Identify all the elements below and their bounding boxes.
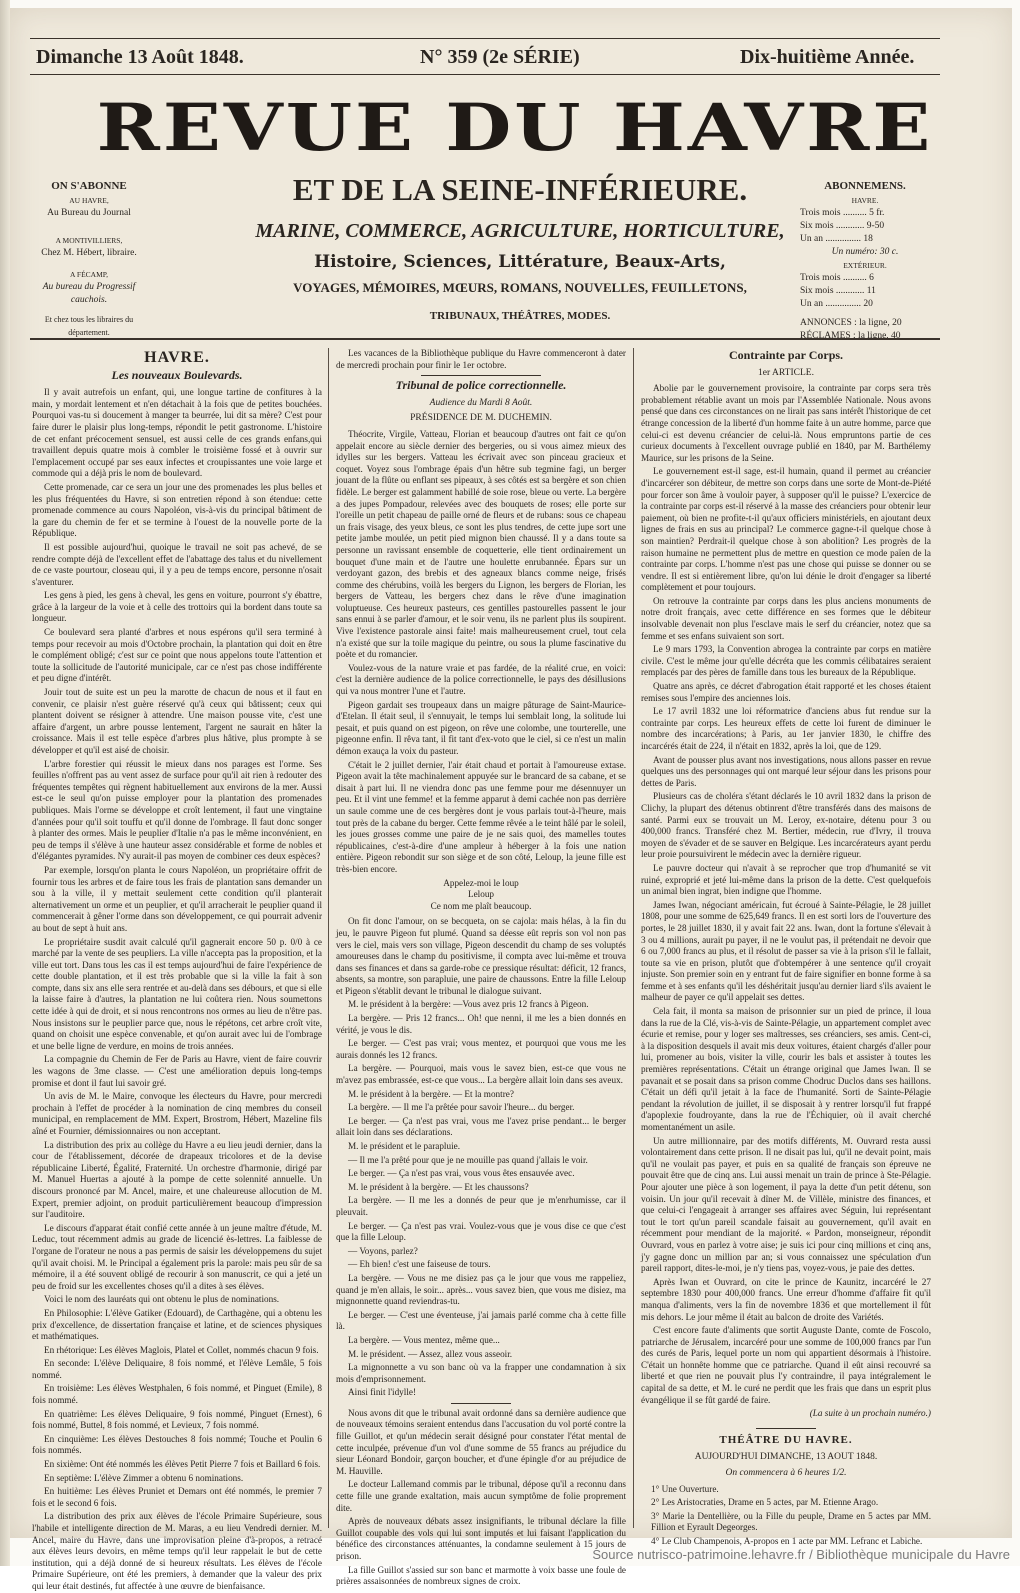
- article-paragraph: Après de nouveaux débats assez insignifiants, le tribunal déclare la fille Guillot coupable des vols qui lui sont imputés et lui faisant l'application du bénéfice des circonstances atténuantes, la condamne seulement à 15 jours de prison.: [336, 1516, 626, 1561]
- article-paragraph: En septième: L'élève Zimmer a obtenu 6 nominations.: [44, 1472, 244, 1483]
- verse-line: Ce nom me plaît beaucoup.: [430, 900, 532, 911]
- dialogue-line: M. le président. — Assez, allez vous asseoir.: [348, 1348, 513, 1359]
- column-contrainte: [641, 348, 931, 1546]
- theatre-date: AUJOURD'HUI DIMANCHE, 13 AOUT 1848.: [694, 1452, 878, 1463]
- dialogue-line: La bergère. — Il me les a donnés de peur que je m'enrhumisse, car il pleuvait.: [336, 1195, 626, 1217]
- article-paragraph: Cela fait, il monta sa maison de prisonnier sur un pied de prince, il loua dans la rue de la Clé, vis-à-vis de Sainte-Pélagie, un appartement complet avec écurie et remise, pour y loger ses maîtresses, ses créanciers, ses amis. Cent-ci, à la disposition desquels il avait mis deux voitures, étaient chargés d'aller pour lui, promener au bois, visiter la ville, courir les bals et assister à toutes les premières représentations. C'était un étrange original que James Iwan. Il se pavanait et se posait dans sa prison comme Chodruc Duclos dans ses haillons. C'était un défi qu'il jetait à la face de l'humanité. Sorti de Sainte-Pélagie pendant la révolution de juillet, il se disposait à y rentrer lorsqu'il fut frappé d'apoplexie foudroyante, dans la rue de l'Échiquier, où il avait cherché momentanément un asile.: [641, 1006, 931, 1132]
- subscribe-line-7: Et chez tous les libraires du département.: [44, 315, 134, 337]
- article-paragraph: Il est possible aujourd'hui, quoique le travail ne soit pas achevé, de se rendre compte déjà de l'excellent effet de l'abattage des talus et du nivellement de ce vaste pourtour, closeau qui, il y a peu de temps encore, personne n'osait s'aventurer.: [32, 541, 322, 587]
- subscribe-line-2: Au Bureau du Journal: [47, 208, 131, 218]
- article-paragraph: Les gens à pied, les gens à cheval, les gens en voiture, pourront s'y ébattre, grâce à la largeur de la voie et à celle des trottoirs qui la bordent dans toute sa longueur.: [32, 590, 322, 624]
- header-top-rule: [30, 38, 940, 39]
- article-paragraph: En sixième: Ont été nommés les élèves Petit Pierre 7 fois et Baillard 6 fois.: [44, 1459, 321, 1470]
- programme-item: 3° Marie la Dentellière, ou la Fille du peuple, Drame en 5 actes par MM. Fillion et Eyrault Degeorges.: [651, 1510, 931, 1533]
- rates-title: ABONNEMENS.: [824, 180, 906, 192]
- article-paragraph: On fit donc l'amour, on se becqueta, on se cajola: mais hélas, à la fin du jeu, le pauvre Pigeon fut plumé. Quand sa déesse eût repris son vol non pas vers le ciel, mais vers son village, Pigeon descendit du champ de ses voluptés amoureuses dans le champ du positivisme, il compta avec lui-même et trouva dans ses finances et dans sa garde-robe ce pressique résultat: déficit, 12 francs, absents, sa montre, son parapluie, une paire de chaussons. Entre la fille Leloup et Pigeon s'établit devant le tribunal le dialogue suivant.: [336, 916, 626, 996]
- theatre-time: On commencera à 6 heures 1/2.: [725, 1468, 847, 1479]
- dialogue-line: — Eh bien! c'est une faiseuse de tours.: [348, 1259, 491, 1270]
- binding-spine: [0, 0, 10, 1566]
- subscribe-title: ON S'ABONNE: [51, 180, 127, 192]
- verse-line: Appelez-moi le loup: [443, 877, 519, 888]
- issue-number: N° 359 (2e SÉRIE): [420, 46, 580, 68]
- article-paragraph: En cinquième: Les élèves Destouches 8 fois nommé; Touche et Poulin 6 fois nommés.: [32, 1433, 322, 1456]
- dialogue-line: — Il me l'a prêté pour que je ne mouille pas quand j'allais le voir.: [348, 1154, 588, 1165]
- article-paragraph: En troisième: Les élèves Westphalen, 6 fois nommé, et Pinguet (Emile), 8 fois nommé.: [32, 1383, 322, 1406]
- havre-heading: HAVRE.: [144, 349, 210, 366]
- article-paragraph: Le 17 avril 1832 une loi réformatrice d'anciens abus fut rendue sur la contrainte par corps. Les heureux effets de cette loi furent de diminuer le nombre des incarcérations; à Paris, au 1er janvier 1830, le chiffre des incarcérés était de 224, il n'était en 1832, après la loi, que de 129.: [641, 706, 931, 751]
- header-bottom-rule: [30, 74, 940, 75]
- column-tribunal: [336, 348, 626, 1587]
- article-paragraph: Le docteur Lallemand commis par le tribunal, dépose qu'il a reconnu dans cette fille une grande exaltation, mais aucun symptôme de folie proprement dite.: [336, 1479, 626, 1513]
- article-paragraph: Après Iwan et Ouvrard, on cite le prince de Kaunitz, incarcéré le 27 septembre 1830 pour 400,000 francs. Une erreur d'homme d'affaire fit qu'il manqua d'aliments, vers la fin de novembre 1836 et que mortellement il fût mis dehors. Le jour même il était au balcon de droite des Variétés.: [641, 1276, 931, 1322]
- subscription-left-box: [30, 180, 148, 339]
- subscribe-line-4: Chez M. Hébert, libraire.: [41, 248, 137, 258]
- article-paragraph: En huitième: Les élèves Pruniet et Demars ont été nommés, le premier 7 fois et le second 6 fois.: [32, 1486, 322, 1508]
- dialogue-line: Ainsi finit l'idylle!: [348, 1387, 417, 1398]
- column-havre: [32, 348, 322, 1591]
- issue-year: Dix-huitième Année.: [740, 46, 915, 68]
- article-paragraph: Le gouvernement est-il sage, est-il humain, quand il permet au créancier d'incarcérer son débiteur, de mettre son corps dans une sorte de Mont-de-Piété pour forcer son âme à vouloir payer, à supposer qu'il le puisse? L'exercice de la contrainte par corps est-il réservé à la masse des créanciers pour obtenir leur paiement, où bien ne profite-t-il qu'aux officiers ministériels, en ajoutant deux lignes de frais en sus au principal? Le commerce gagne-t-il quelque chose à son maintien? Perdrait-il quelque chose à son abolition? Les progrès de la raison humaine ne permettent plus de mettre en question ce mode païen de la contrainte par corps. L'homme n'est pas une chose qui puisse se donner ou se vendre. Il est si entièrement libre, qu'on lui dénie le droit d'engager sa liberté complètement et pour toujours.: [641, 466, 931, 593]
- tribunal-presidence: PRÉSIDENCE DE M. DUCHEMIN.: [410, 413, 552, 424]
- dialogue-line: M. le président et le parapluie.: [348, 1141, 460, 1151]
- dialogue-line: M. le président à la bergère. — Et les chaussons?: [348, 1181, 529, 1192]
- boulevards-heading: Les nouveaux Boulevards.: [111, 367, 243, 382]
- theatre-heading: THÉÂTRE DU HAVRE.: [719, 1433, 853, 1446]
- article-paragraph: Le pauvre docteur qui n'avait à se reprocher que trop d'humanité se vit ruiné, exproprié et jeté lui-même dans la prison de la dette. C'est quelquefois un animal bien ingrat, bien indigne que l'homme.: [641, 862, 931, 897]
- article-paragraph: Abolie par le gouvernement provisoire, la contrainte par corps sera très probablement rétablie avant un mois par l'Assemblée Nationale. Nous avons pensé que dans ces circonstances on ne lirait pas sans intérêt l'historique de cet étrange concession de la liberté d'un homme faite à un autre homme, parce que celui-ci est devenu créancier de celui-là. Nous empruntons partie de ces curieux documents à l'excellent ouvrage publié en 1840, par M. Barthélemy Maurice, sur les prisons de la Seine.: [641, 383, 931, 463]
- rate-line-7: Un an ............... 20: [800, 299, 873, 309]
- article-paragraph: Quatre ans après, ce décret d'abrogation était rapporté et les choses étaient remises sous l'empire des anciennes lois.: [641, 681, 931, 703]
- issue-date: Dimanche 13 Août 1848.: [36, 46, 244, 68]
- dialogue-line: La mignonnette a vu son banc où va la frapper une condamnation à six mois d'emprisonnement.: [336, 1362, 626, 1384]
- article-paragraph: James Iwan, négociant américain, fut écroué à Sainte-Pélagie, le 28 juillet 1808, pour une somme de 625,649 francs. Il en est sorti lors de l'ouverture des portes, le 28 juillet 1830, il y avait fait 22 ans. Iwan, dont la fortune s'élevait à 3 ou 4 millions, aurait pu payer, il ne le voulut pas, il prétendait ne devoir que 6 ou 7,000 francs au plus, et il résolut de passer sa vie à la prison s'il le fallait, toute sa vie en prison, plutôt que d'obtempérer à une sentence qu'il croyait injuste. Son premier soin en y entrant fut de faire signifier en bonne forme à sa femme et à ses enfants qu'il les déshéritait jusqu'au dernier liard s'ils avaient le malheur de payer ce qu'il appelait ses dettes.: [641, 899, 931, 1003]
- article-paragraph: Nous avons dit que le tribunal avait ordonné dans sa dernière audience que de nouveaux témoins seraient entendus dans l'accusation du vol porté contre la fille Guillot, et qu'un médecin serait désigné pour constater l'état mental de cette inculpée, prévenue d'un vol d'une somme de 55 francs au préjudice du sieur Léonard Bondoir, garçon boucher, et d'une épingle d'or au préjudice de M. Hauville.: [336, 1407, 626, 1476]
- to-be-continued: (La suite à un prochain numéro.): [809, 1408, 931, 1419]
- article-paragraph: Cette promenade, car ce sera un jour une des promenades les plus belles et les plus fréquentées du Havre, si son entretien répond à son étendue: cette promenade commence au cours Napoléon, vis-à-vis du principal bâtiment de la gare du chemin de fer et se termine à l'ouest de la nouvelle porte de la République.: [32, 481, 322, 539]
- subscribe-line-6: Au bureau du Progressif cauchois.: [42, 282, 136, 305]
- subscribe-line-3: A MONTIVILLIERS,: [55, 236, 123, 245]
- section-rule: [451, 1403, 511, 1404]
- dialogue-line: Le berger. — C'est pas vrai; vous mentez, et pourquoi que vous me les aurais donnés les 12 francs.: [336, 1038, 626, 1060]
- article-paragraph: Voulez-vous de la nature vraie et pas fardée, de la réalité crue, en voici: c'est la dernière audience de la police correctionnelle, le pays des désillusions qui va nous montrer l'une et l'autre.: [336, 662, 626, 697]
- dialogue-line: La bergère. — Vous ne me disiez pas ça le jour que vous me rappeliez, quand je m'en allais, le soir... après... vous savez bien, que vous me disiez, ma mignonnette quand reviendras-tu.: [336, 1272, 626, 1307]
- column-rule-2: [633, 348, 634, 1528]
- contrainte-heading: Contrainte par Corps.: [728, 348, 844, 362]
- rate-line-3: Un an ............... 18: [800, 234, 873, 244]
- article-paragraph: Voici le nom des lauréats qui ont obtenu le plus de nominations.: [44, 1294, 280, 1305]
- article-paragraph: Le discours d'apparat était confié cette année à un jeune maître d'étude, M. Leduc, tout récemment admis au grade de licencié ès-lettres. La faiblesse de l'organe de l'orateur ne nous a pas permis de saisir les développemens du sujet qu'il avait choisi. M. le Principal a également pris la parole: mais peu sûr de sa mémoire, il a été souvent obligé de recourir à son manuscrit, ce qui a jeté un peu de froid sur les excellentes choses qu'il a dites à ses élèves.: [32, 1222, 322, 1291]
- contrainte-article-number: 1er ARTICLE.: [758, 367, 814, 378]
- source-credit: Source nutrisco-patrimoine.lehavre.fr / Bibliothèque municipale du Havre: [592, 1547, 1010, 1562]
- article-paragraph: Plusieurs cas de choléra s'étant déclarés le 10 avril 1832 dans la prison de Clichy, la plupart des détenus obtinrent d'être transférés dans des maisons de santé. Parmi eux se trouvait un M. Leroy, ex-notaire, détenu pour 3 ou 400,000 francs. Transféré chez M. Bertier, médecin, rue d'Ivry, il trouva moyen de s'évader et de se sauver en Belgique. Les incarcérateurs ayant perdu leur proie poursuivirent le médecin avec la dernière rigueur.: [641, 791, 931, 860]
- article-paragraph: En rhétorique: Les élèves Maglois, Platel et Collet, nommés chacun 9 fois.: [44, 1344, 319, 1355]
- rate-line-1: Trois mois .......... 5 fr.: [800, 208, 885, 218]
- article-paragraph: Il y avait autrefois un enfant, qui, une longue tartine de confitures à la main, y mordait lentement et n'en détachait à la fois que de petites bouchées. Pourquoi vas-tu si doucement à manger ta beurrée, lui dit sa mère? C'est pour faire durer le plaisir plus long-temps, répondit le petit gastronome. L'histoire de cet enfant précocement sensuel, est aussi celle de ces grands enfans,qui travaillent depuis quatre mois à combler le troisième fossé et à ouvrir sur l'emplacement occupé par ses eaux infectes et croupissantes une voie large et commode qui a déjà pris le nom de boulevard.: [32, 387, 322, 479]
- dialogue-line: La bergère. — Pris 12 francs... Oh! que nenni, il me les a bien donnés en vérité, je vous le dis.: [336, 1013, 626, 1035]
- dialogue-line: M. le président à la bergère. — Et la montre?: [348, 1088, 514, 1099]
- dialogue-line: Le berger. — C'est une éventeuse, j'ai jamais parlé comme cha à cette fille là.: [336, 1309, 626, 1332]
- dialogue-line: La bergère. — Pourquoi, mais vous le savez bien, est-ce que vous ne m'avez pas embrassée, est-ce que vous... La bergère allait loin dans ses aveux.: [336, 1063, 626, 1086]
- article-paragraph: Le 9 mars 1793, la Convention abrogea la contrainte par corps en matière civile. C'est le même jour qu'elle décréta que les commis célibataires seraient remplacés par des pères de famille dans tous les bureaux de la République.: [641, 644, 931, 678]
- article-paragraph: Jouir tout de suite est un peu la marotte de chacun de nous et il faut en convenir, ce plaisir n'est guère réservé qu'à ceux qui bâtissent; ceux qui plantent doivent se résigner à attendre. Une maison pousse vite, c'est une affaire d'argent, un arbre pousse lentement, l'argent ne saurait en hâter la croissance. Mais il est telle espèce d'arbres plus hâtive, plus prompte à se développer et qu'il est aisé de choisir.: [32, 687, 322, 755]
- tagline-1: MARINE, COMMERCE, AGRICULTURE, HORTICULTURE,: [255, 220, 785, 242]
- article-paragraph: La distribution des prix aux élèves de l'école Primaire Supérieure, sous l'habile et intelligente direction de M. Maras, a eu lieu Vendredi dernier. M. Ancel, maire du Havre, dans une improvisation pleine d'à-propos, a retracé aux élèves leurs devoirs, en même temps qu'il leur rappelait le but de cette institution, qui a déjà donné de si heureux résultats. Les élèves de l'école Primaire Supérieure, ont été les premiers, à demander que la valeur des prix qui leur était destinés, fut affectée à une œuvre de bienfaisance.: [32, 1511, 322, 1591]
- article-paragraph: Pigeon gardait ses troupeaux dans un maigre pâturage de Saint-Maurice-d'Etelan. Il était seul, il s'ennuyait, le temps lui semblait long, la solitude lui pesait, et puis quand on est pigeon, on rêve une colombe, une tourterelle, une pigeonne enfin. Il rêva tant, il fit tant d'ex-voto que le ciel, si ce n'est un malin démon exauça la voix du pasteur.: [336, 699, 626, 756]
- masthead-bottom-rule: [30, 338, 940, 340]
- masthead-subtitle: ET DE LA SEINE-INFÉRIEURE.: [292, 172, 748, 207]
- article-paragraph: En seconde: L'élève Deliquaire, 8 fois nommé, et l'élève Lemâle, 5 fois nommé.: [32, 1358, 322, 1380]
- programme-item: 1° Une Ouverture.: [651, 1483, 719, 1494]
- dialogue-line: M. le président à la bergère: —Vous avez pris 12 francs à Pigeon.: [348, 999, 589, 1010]
- article-paragraph: La fille Guillot s'assied sur son banc et marmotte à voix basse une foule de prières assaisonnées de nombreux signes de croix.: [336, 1564, 626, 1587]
- article-paragraph: En quatrième: Les élèves Deliquaire, 9 fois nommé, Pinguet (Ernest), 6 fois nommé, Buttel, 8 fois nommé, et Levieux, 7 fois nommé.: [32, 1408, 322, 1431]
- subscribe-line-1: AU HAVRE,: [69, 196, 109, 205]
- article-paragraph: On retrouve la contrainte par corps dans les plus anciens monuments de notre droit français, avec cette différence en ses formes que le débiteur insolvable devenait non plus l'esclave mais le serf du créancier, notez que sa femme et ses enfans suivaient son sort.: [641, 595, 931, 641]
- tagline-4: TRIBUNAUX, THÉÂTRES, MODES.: [429, 310, 611, 322]
- article-paragraph: Le propriétaire susdit avait calculé qu'il gagnerait encore 50 p. 0/0 à ce marché par la vente de ses peupliers. La ville n'accepta pas la proposition, et la ville eut tort. Dans tous les cas il est temps aujourd'hui de faire l'expérience de cette double plantation, et il est très probable que si la ville la fait à son compte, dans six ans elle sera rentrée et au-delà dans ses débours, et que si elle la laisse faire à d'autres, la plantation ne lui coûtera rien. Nous soumettons cette idée à qui de droit, et si nous rencontrons nos ormes au lieu de n'être pas. Nous insistons sur le peuplier parce que, nous le répétons, cet arbre croît vite, quand on choisit une espèce convenable, et qu'on aurait avec lui de l'ombrage et une belle ligne de verdure, en moins de trois années.: [32, 936, 322, 1051]
- dialogue-line: La bergère. — Il me l'a prêtée pour savoir l'heure... du berger.: [348, 1102, 575, 1113]
- rate-line-9: RÉCLAMES : la ligne, 40: [800, 331, 901, 341]
- article-paragraph: Un avis de M. le Maire, convoque les électeurs du Havre, pour mercredi prochain à l'effet de procéder à la nomination de cinq membres du conseil municipal, en remplacement de MM. Expert, Brostrom, Hébert, Mazeline fils aîné et Fournier, démissionnaires ou non acceptant.: [32, 1091, 322, 1136]
- dialogue-line: Le berger. — Ça n'est pas vrai, vous me l'avez prise pendant... le berger allait loin dans ses déclarations.: [336, 1115, 626, 1138]
- masthead-title: REVUE DU HAVRE: [96, 89, 934, 166]
- tagline-3: VOYAGES, MÉMOIRES, MŒURS, ROMANS, NOUVELLES, FEUILLETONS,: [293, 280, 747, 295]
- article-paragraph: L'arbre forestier qui réussit le mieux dans nos parages est l'orme. Ses feuilles n'offrent pas au vent assez de surface pour qu'il ait rien à redouter des fréquentes tempêtes qui règnent habituellement aux environs de la mer. Aussi est-ce le seul qu'on puisse employer pour la plantation des promenades publiques. Mais l'orme se développe et croît lentement, il faut une vingtaine d'années pour qu'il soit touffu et qu'il donne de l'ombrage. Il faut donc songer à planter des ormes. Mais le peuplier d'Italie n'a pas le même inconvénient, en peu de temps il s'élève à une hauteur assez considérable et forme de nobles et d'élégantes pyramides. N'y aurait-il pas moyen de combiner ces deux espèces?: [32, 758, 322, 862]
- library-notice: Les vacances de la Bibliothèque publique du Havre commenceront à dater de mercredi prochain pour finir le 1er octobre.: [336, 348, 626, 370]
- tribunal-date: Audience du Mardi 8 Août.: [429, 397, 533, 408]
- rate-line-8: ANNONCES : la ligne, 20: [800, 318, 902, 328]
- column-rule-1: [328, 348, 329, 1528]
- article-paragraph: Avant de pousser plus avant nos investigations, nous allons passer en revue quelques uns des personnages qui ont marqué leur séjour dans les prisons pour dettes de Paris.: [641, 754, 931, 788]
- article-paragraph: Par exemple, lorsqu'on planta le cours Napoléon, un propriétaire offrit de fournir tous les arbres et de faire tous les frais de plantation sans demander un sou à la ville, il y mettait seulement cette condition qu'il planterait alternativement un orme et un peuplier, et qu'il arracherait le peuplier quand il commencerait à gêner l'orme dans son développement, ce qui pourrait advenir au bout de sept à huit ans.: [32, 864, 322, 933]
- article-paragraph: Un autre millionnaire, par des motifs différents, M. Ouvrard resta aussi volontairement dans cette prison. Il ne disait pas lui, qu'il ne devait point, mais qu'il ne voulait pas payer, et puis en sa qualité de français son épreuve ne pouvait être que de cinq ans. Lui aussi menait un train de prince à Ste-Pélagie. Pour ajouter une pièce à son logement, il paya la dette d'un petit détenu, son voisin. Un jour qu'il recevait à dîner M. de Villèle, ministre des finances, et que celui-ci l'engageait à arranger ses affaires avec Séguin, lui représentant tout le tort qu'un pareil scandale faisait au gouvernement, qu'il avait en récemment pour mendiant de la majorité. « Pardon, monseigneur, répondit Ouvrard, vous en parlez à votre aise; je suis ici pour cinq millions et cinq ans, j'y gagne donc un million par an; si vous connaissez une spéculation d'un pareil rapport, dites-le-moi, je n'y tiens pas, voyez-vous, je paie des dettes.: [641, 1135, 931, 1274]
- rates-havre: HAVRE.: [851, 196, 879, 205]
- rate-line-6: Six mois ............ 11: [800, 286, 876, 296]
- rates-right-box: [800, 180, 930, 343]
- dialogue-line: Le berger. — Ça n'est pas vrai. Voulez-vous que je vous dise ce que c'est que la fille Leloup.: [336, 1220, 626, 1243]
- rate-line-4: Un numéro: 30 c.: [831, 247, 899, 257]
- tagline-2: Histoire, Sciences, Littérature, Beaux-Arts,: [314, 252, 726, 272]
- verse-line: Leloup: [467, 889, 495, 900]
- programme-item: 2° Les Aristocraties, Drame en 5 actes, par M. Etienne Arago.: [651, 1497, 879, 1508]
- dialogue-line: La bergère. — Vous mentez, même que...: [348, 1334, 500, 1345]
- article-paragraph: C'était le 2 juillet dernier, l'air était chaud et portait à l'amoureuse extase. Pigeon avait la tête machinalement appuyée sur le brancard de sa cabane, et se disait à part lui. Il ne viendra donc pas une femme pour me désennuyer un peu. Et il vint une femme! et la femme apparut à demi cachée non pas derrière un saule comme une de ces bergères dont je vous parlais tout-à-l'heure, mais tout près de la cabane du berger. Cette femme rêvée a le teint hâlé par le soleil, les joues grosses comme une paire de je ne sais quoi, des mamelles toutes républicaines, c'est-à-dire d'une ampleur à héberger à la fois une nation entière. Pigeon rebondit sur son siège et de son côté, Leloup, la jeune fille est très-bien encore.: [336, 759, 626, 874]
- dialogue-line: Le berger. — Ça n'est pas vrai, vous vous êtes ensauvée avec.: [348, 1168, 575, 1179]
- article-paragraph: Ce boulevard sera planté d'arbres et nous espérons qu'il sera terminé à temps pour recevoir au mois d'Octobre prochain, la plantation qui doit en être le complément obligé; c'est sur ce point que nous appelons toute l'attention et toute la sollicitude de l'autorité municipale, car ce n'est pas chose indifférente et peu digne d'intérêt.: [32, 627, 322, 684]
- dialogue-line: — Voyons, parlez?: [348, 1245, 418, 1256]
- article-paragraph: C'est encore faute d'aliments que sortit Auguste Dante, comte de Foscolo, patriarche de Jérusalem, incarcéré pour une somme de 100,000 francs par l'un des curés de Paris, lequel porte un nom qui appartient désormais à l'histoire. C'était un honnête homme que ce patriarche. Quand il eût ainsi recouvré sa liberté et que rien ne pouvait plus l'y contraindre, il paya intégralement le capital de sa dette, et M. le curé ne perdit que les frais que dans un esprit plus évangélique il se fût gardé de faire.: [641, 1325, 931, 1405]
- programme-item: 4° Le Club Champenois, A-propos en 1 acte par MM. Lefranc et Labiche.: [651, 1536, 923, 1546]
- notice-rule: [421, 375, 541, 376]
- section-rule: [756, 1428, 816, 1429]
- article-paragraph: Théocrite, Virgile, Vatteau, Florian et beaucoup d'autres ont fait ce qu'on appelait encore au siècle dernier des bergeries, ou si vous aimez mieux des idylles sur les bergers. Vatteau les écrivait avec son pinceau gracieux et coquet. Voyez sous l'ombrage épais d'un hêtre sub tegmine fagi, un berger jouant de la flûte ou enflant ses pipeaux, à ses côtés est sa bergère et son chien fidèle. Le berger est galamment habillé de soie rose, bleue ou verte. La bergère a des jupes Pompadour, relevées avec des bouquets de roses; elle porte sur l'oreille un petit chapeau de paille orné de fleurs et de rubans: sous ce chapeau un frais visage, des yeux bleus, ce sont les plus tendres, de cette jupe sort une petite jambe moulée, un petit pied mignon bien chaussé. Il y a dans toute sa personne un ravissant ensemble de coquetterie, elle tient ordinairement un bouquet d'une main et de l'autre une houlette enrubannée. Épars sur un verdoyant gazon, des brebis et des agneaux blancs comme neige, frisés comme des chérubins, voilà les bergers du Lignon, les bergers de Florian, les bergers de Vatteau, les bergers chez dans le rêve d'une imagination voluptueuse. Ces heureux pasteurs, ces gentilles pastourelles passent le jour sans ennui à se parler d'amour, et le soir venu, ils ne parlent plus ils soupirent. Vive l'existence pastorale ainsi faite! mais malheureusement cruel, tout cela n'a existé que sur la toile magique du peintre, ou sous la plume fascinative du poète et du romancier.: [336, 428, 626, 660]
- article-paragraph: En Philosophie: L'élève Gatiker (Edouard), de Carthagène, qui a obtenu les prix d'excellence, de dissertation française et latine, et de sciences physiques et mathématiques.: [32, 1307, 322, 1342]
- rates-exterior: EXTÉRIEUR.: [843, 261, 887, 270]
- rate-line-5: Trois mois .......... 6: [800, 273, 874, 283]
- article-paragraph: La distribution des prix au collège du Havre a eu lieu jeudi dernier, dans la cour de l'établissement, décorée de drapeaux tricolores et de la devise républicaine Liberté, Égalité, Fraternité. Un orchestre d'harmonie, dirigé par M. Manuel Huertas a ajouté à la pompe de cette solennité annuelle. Un discours prononcé par M. Ancel, maire, et une chaleureuse allocution de M. Expert, premier adjoint, on produit particulièrement beaucoup d'impression sur l'auditoire.: [32, 1139, 322, 1220]
- rate-line-2: Six mois ............ 9-50: [800, 221, 885, 231]
- article-paragraph: La compagnie du Chemin de Fer de Paris au Havre, vient de faire couvrir les wagons de 3me classe. — C'est une amélioration depuis long-temps promise et dont il faut lui savoir gré.: [32, 1054, 322, 1088]
- tribunal-heading: Tribunal de police correctionnelle.: [395, 378, 567, 393]
- subscribe-line-5: A FÉCAMP,: [70, 270, 108, 279]
